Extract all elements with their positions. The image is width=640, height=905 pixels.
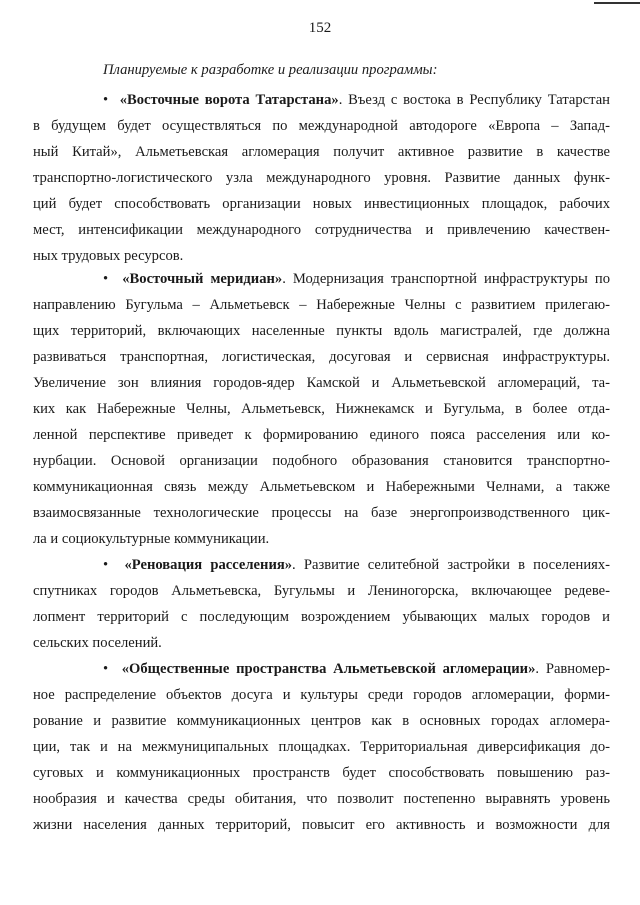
list-item-line: в будущем будет осуществляться по международной автодороге «Европа – Запад- — [33, 118, 610, 134]
list-item-first-line — [103, 269, 610, 289]
list-item-line: транспортно-логистического узла международного уровня. Развитие данных функ- — [33, 170, 610, 186]
list-item-first-line — [103, 90, 610, 110]
page-number: 152 — [308, 20, 332, 36]
list-item-line: ный Китай», Альметьевская агломерация получит активное развитие в качестве — [33, 144, 610, 160]
section-heading: Планируемые к разработке и реализации программы: — [103, 62, 438, 78]
list-item-line: ций будет способствовать организации новых инвестиционных площадок, рабочих — [33, 196, 610, 212]
list-item-line: мест, интенсификации международного сотрудничества и привлечению качествен- — [33, 222, 610, 238]
list-item-text: . Равномер- — [535, 661, 611, 677]
list-item-line: рование и развитие коммуникационных центров как в основных городах агломера- — [33, 713, 610, 729]
list-item-title: «Общественные пространства Альметьевской агломерации» — [121, 661, 536, 677]
list-item-line: ции, так и на межмуниципальных площадках. Территориальная диверсификация до- — [33, 739, 610, 755]
scan-corner-mark — [594, 2, 640, 9]
list-item-line: жизни населения данных территорий, повысит его активность и возможности для — [33, 817, 610, 833]
list-item-line: Увеличение зон влияния городов-ядер Камской и Альметьевской агломераций, та- — [33, 375, 610, 391]
list-item-line: ное распределение объектов досуга и культуры среди городов агломерации, форми- — [33, 687, 610, 703]
list-item-line: взаимосвязанные технологические процессы на базе энергопроизводственного цик- — [33, 505, 610, 521]
list-item-title: «Восточные ворота Татарстана» — [119, 92, 339, 108]
list-item-line: направлению Бугульма – Альметьевск – Набережные Челны с развитием прилегаю- — [33, 297, 610, 313]
list-item-first-line — [103, 659, 610, 679]
list-item-title: «Восточный меридиан» — [122, 271, 283, 287]
list-item-line: щих территорий, включающих населенные пункты вдоль магистралей, где должна — [33, 323, 610, 339]
bullet-icon: • — [103, 271, 109, 287]
bullet-icon: • — [103, 92, 109, 108]
list-item-line: нообразия и качества среды обитания, что позволит постепенно выравнять уровень — [33, 791, 610, 807]
bullet-icon: • — [103, 557, 109, 573]
list-item-line: развиваться транспортная, логистическая, досуговая и сервисная инфраструктуры. — [33, 349, 610, 365]
list-item-line: лопмент территорий с последующим возрождением убывающих малых городов и — [33, 609, 610, 625]
list-item-text: . Модернизация транспортной инфраструктуры по — [282, 271, 611, 287]
list-item-text: . Въезд с востока в Республику Татарстан — [338, 92, 610, 108]
list-item-text: . Развитие селитебной застройки в поселениях- — [292, 557, 610, 573]
list-item-title: «Реновация расселения» — [124, 557, 293, 573]
list-item-line: коммуникационная связь между Альметьевском и Набережными Челнами, а также — [33, 479, 610, 495]
list-item-line: нурбации. Основой организации подобного образования становится транспортно- — [33, 453, 610, 469]
list-item-line: ких как Набережные Челны, Альметьевск, Нижнекамск и Бугульма, в более отда- — [33, 401, 610, 417]
list-item-line: суговых и коммуникационных пространств будет способствовать повышению раз- — [33, 765, 610, 781]
list-item-line: спутниках городов Альметьевска, Бугульмы и Лениногорска, включающее редеве- — [33, 583, 610, 599]
bullet-icon: • — [103, 661, 109, 677]
list-item-line: ленной перспективе приведет к формированию единого пояса расселения или ко- — [33, 427, 610, 443]
list-item-first-line — [103, 555, 610, 575]
list-item-line: ла и социокультурные коммуникации. — [33, 531, 270, 547]
list-item-line: сельских поселений. — [33, 635, 162, 651]
list-item-line: ных трудовых ресурсов. — [33, 248, 184, 264]
